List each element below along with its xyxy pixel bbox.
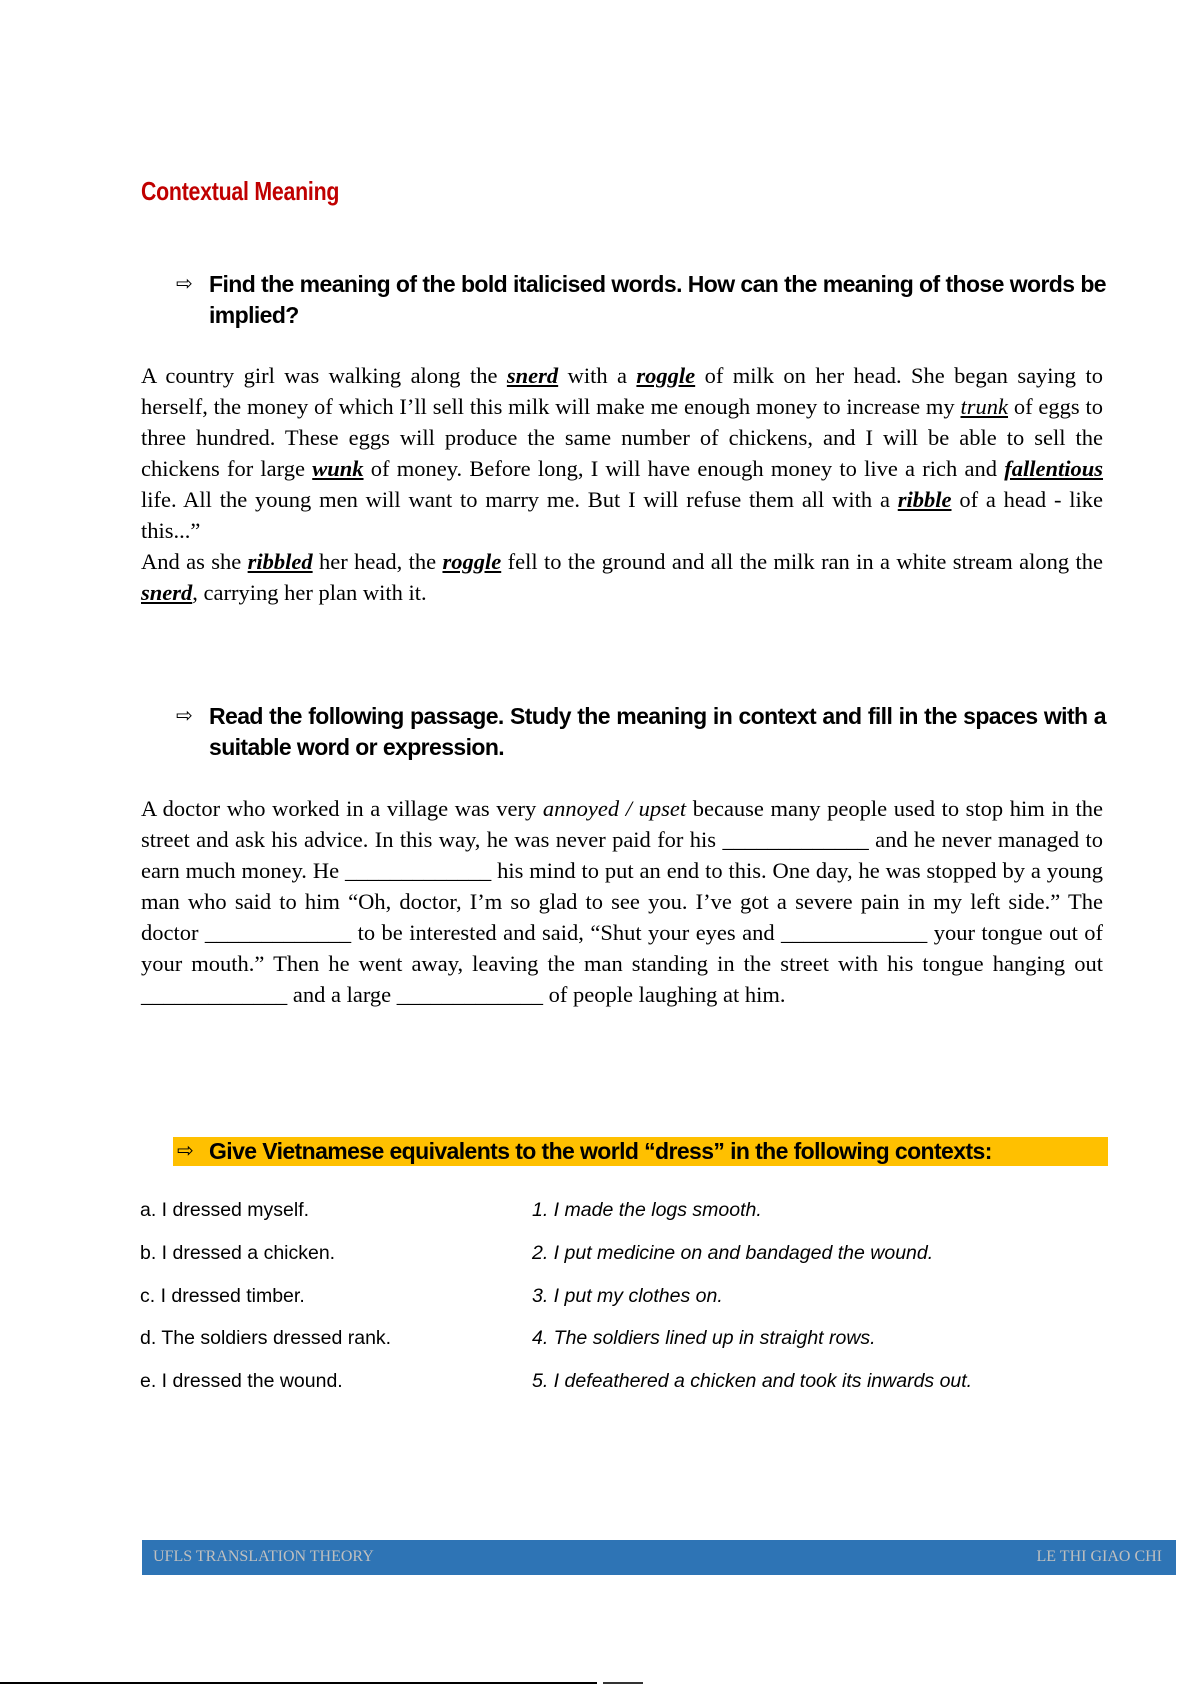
- passage-text: and he never managed to earn much money. He: [141, 827, 1104, 883]
- page-bottom-mark: [603, 1682, 643, 1684]
- passage-text: of people laughing at him.: [543, 982, 786, 1007]
- nonsense-word: ribbled: [247, 549, 313, 574]
- list-item: c. I dressed timber.: [140, 1285, 305, 1307]
- page-bottom-rule: [0, 1682, 597, 1684]
- passage-text: fell to the ground and all the milk ran in a white stream along the: [501, 549, 1103, 574]
- question-3-text: Give Vietnamese equivalents to the world “dress” in the following contexts:: [209, 1138, 992, 1164]
- question-2-text: Read the following passage. Study the meaning in context and fill in the spaces with a suitable word or expression.: [209, 703, 1106, 760]
- nonsense-word: roggle: [636, 363, 696, 388]
- passage-text: to be interested and said, “Shut your eyes and: [351, 920, 782, 945]
- fill-in-blank: _____________: [141, 982, 288, 1007]
- list-item: b. I dressed a chicken.: [140, 1242, 336, 1264]
- passage-text: of eggs to three hundred. These eggs will produce the same number of chickens, and I will be able to sell the chickens for large: [141, 394, 1103, 481]
- list-item: d. The soldiers dressed rank.: [140, 1327, 392, 1349]
- passage-text: life. All the young men will want to marry me. But I will refuse them all with a: [141, 487, 898, 512]
- question-1-text: Find the meaning of the bold italicised words. How can the meaning of those words be implied?: [209, 271, 1106, 328]
- passage-text: and a large: [287, 982, 397, 1007]
- list-item: 3. I put my clothes on.: [532, 1285, 723, 1307]
- nonsense-word: snerd: [506, 363, 559, 388]
- section-title: Contextual Meaning: [141, 176, 340, 206]
- page-footer: [142, 1540, 1176, 1575]
- passage-text: A doctor who worked in a village was very: [141, 796, 543, 821]
- emphasis-text: annoyed / upset: [542, 796, 687, 821]
- nonsense-word: trunk: [960, 394, 1009, 419]
- fill-in-blank: _____________: [781, 920, 928, 945]
- question-2: [176, 701, 1106, 763]
- fill-in-blank: _____________: [722, 827, 869, 852]
- list-item: 5. I defeathered a chicken and took its inwards out.: [532, 1370, 973, 1392]
- passage-text: of a head - like this...”: [141, 487, 1104, 543]
- passage-1: [141, 360, 1103, 608]
- passage-text: And as she: [141, 549, 248, 574]
- nonsense-word: wunk: [312, 456, 364, 481]
- nonsense-word: roggle: [442, 549, 502, 574]
- nonsense-word: snerd: [141, 580, 193, 605]
- list-item: 1. I made the logs smooth.: [532, 1199, 762, 1221]
- list-item: 4. The soldiers lined up in straight rows.: [532, 1327, 876, 1349]
- nonsense-word: fallentious: [1004, 456, 1104, 481]
- passage-text: her head, the: [312, 549, 443, 574]
- footer-author: LE THI GIAO CHI: [1036, 1548, 1162, 1565]
- passage-text: of money. Before long, I will have enough money to live a rich and: [363, 456, 1005, 481]
- list-item: e. I dressed the wound.: [140, 1370, 343, 1392]
- passage-text: because many people used to stop him in the street and ask his advice. In this way, he was never paid for his: [141, 796, 1104, 852]
- passage-text: A country girl was walking along the: [141, 363, 507, 388]
- arrow-right-icon: ⇨: [176, 273, 193, 295]
- passage-text: of milk on her head. She began saying to herself, the money of which I’ll sell this milk will make me enough money to increase my: [141, 363, 1103, 419]
- passage-text: , carrying her plan with it.: [192, 580, 427, 605]
- question-1: [176, 269, 1106, 331]
- passage-2: [141, 793, 1103, 1010]
- question-3: [173, 1137, 1108, 1166]
- footer-course: UFLS TRANSLATION THEORY: [153, 1548, 374, 1565]
- list-item: a. I dressed myself.: [140, 1199, 310, 1221]
- arrow-right-icon: ⇨: [177, 1140, 194, 1162]
- arrow-right-icon: ⇨: [176, 705, 193, 727]
- fill-in-blank: _____________: [396, 982, 544, 1007]
- passage-text: with a: [558, 363, 637, 388]
- fill-in-blank: _____________: [344, 858, 492, 883]
- nonsense-word: ribble: [897, 487, 952, 512]
- list-item: 2. I put medicine on and bandaged the wound.: [532, 1242, 934, 1264]
- fill-in-blank: _____________: [204, 920, 352, 945]
- passage-text: his mind to put an end to this. One day, he was stopped by a young man who said to him “Oh, doctor, I’m so glad to see you. I’ve got a severe pain in my left side.” The doctor: [141, 858, 1103, 945]
- passage-text: your tongue out of your mouth.” Then he went away, leaving the man standing in the street with his tongue hanging out: [141, 920, 1103, 976]
